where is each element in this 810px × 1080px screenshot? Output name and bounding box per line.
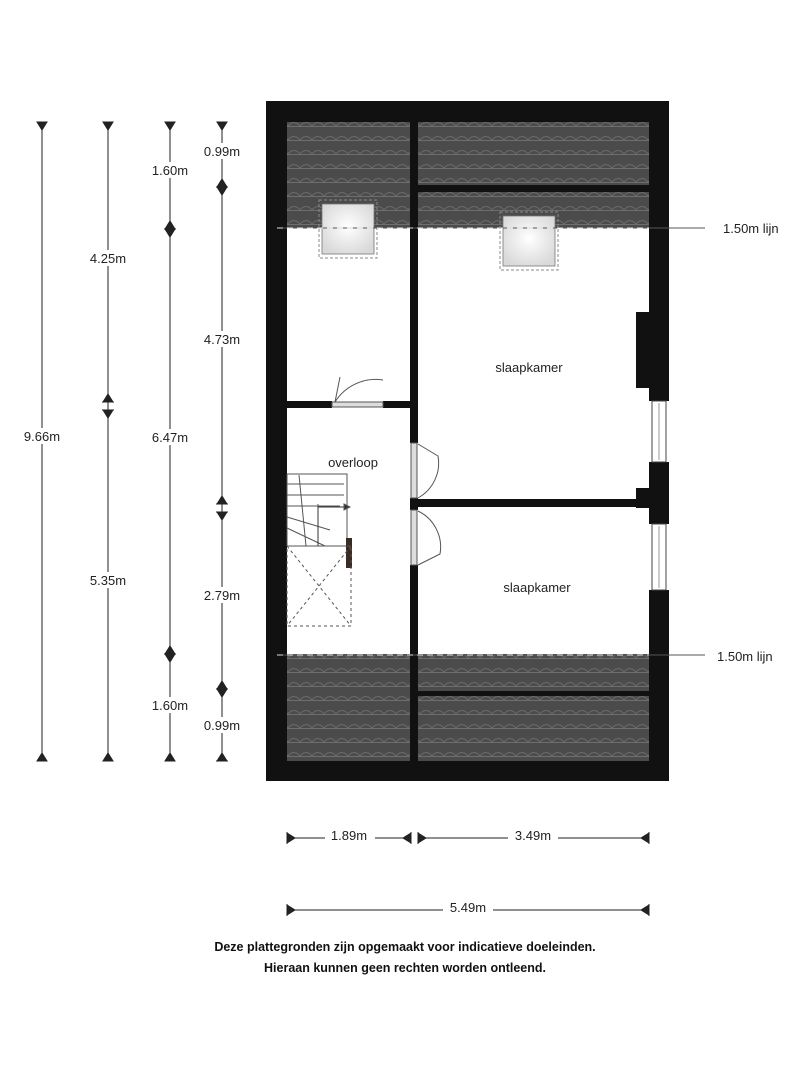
vertical-dimension-labels xyxy=(18,143,246,733)
dim-right-width: 3.49m xyxy=(514,828,552,843)
disclaimer-line-2: Hieraan kunnen geen rechten worden ontleend. xyxy=(264,961,546,975)
door-bedroom-bottom xyxy=(411,510,441,565)
dim-col4-bottom: 0.99m xyxy=(203,718,241,733)
room-label-bedroom-top: slaapkamer xyxy=(495,360,563,375)
room-label-bedroom-bottom: slaapkamer xyxy=(503,580,571,595)
room-label-landing: overloop xyxy=(328,455,378,470)
door-storage xyxy=(332,377,383,407)
dim-total-width: 5.49m xyxy=(449,900,487,915)
dim-col4-lower: 2.79m xyxy=(203,588,241,603)
dim-col4-upper: 4.73m xyxy=(203,332,241,347)
door-bedroom-top xyxy=(411,443,439,498)
height-line-label-bottom: 1.50m lijn xyxy=(717,649,773,664)
staircase xyxy=(287,474,352,626)
skylight-left xyxy=(319,200,377,258)
dim-left-width: 1.89m xyxy=(330,828,368,843)
dim-col2-top: 4.25m xyxy=(89,251,127,266)
disclaimer-line-1: Deze plattegronden zijn opgemaakt voor indicatieve doeleinden. xyxy=(214,940,596,954)
dim-col3-top: 1.60m xyxy=(151,163,189,178)
window-bedroom-bottom xyxy=(652,524,666,590)
dim-col4-top: 0.99m xyxy=(203,144,241,159)
window-bedroom-top xyxy=(652,401,666,462)
height-line-label-top: 1.50m lijn xyxy=(723,221,779,236)
dim-col3-middle: 6.47m xyxy=(151,430,189,445)
dim-col2-bottom: 5.35m xyxy=(89,573,127,588)
dim-total-height: 9.66m xyxy=(23,429,61,444)
skylight-right xyxy=(500,212,558,270)
horizontal-dimension-labels xyxy=(325,828,558,916)
dim-col3-bottom: 1.60m xyxy=(151,698,189,713)
